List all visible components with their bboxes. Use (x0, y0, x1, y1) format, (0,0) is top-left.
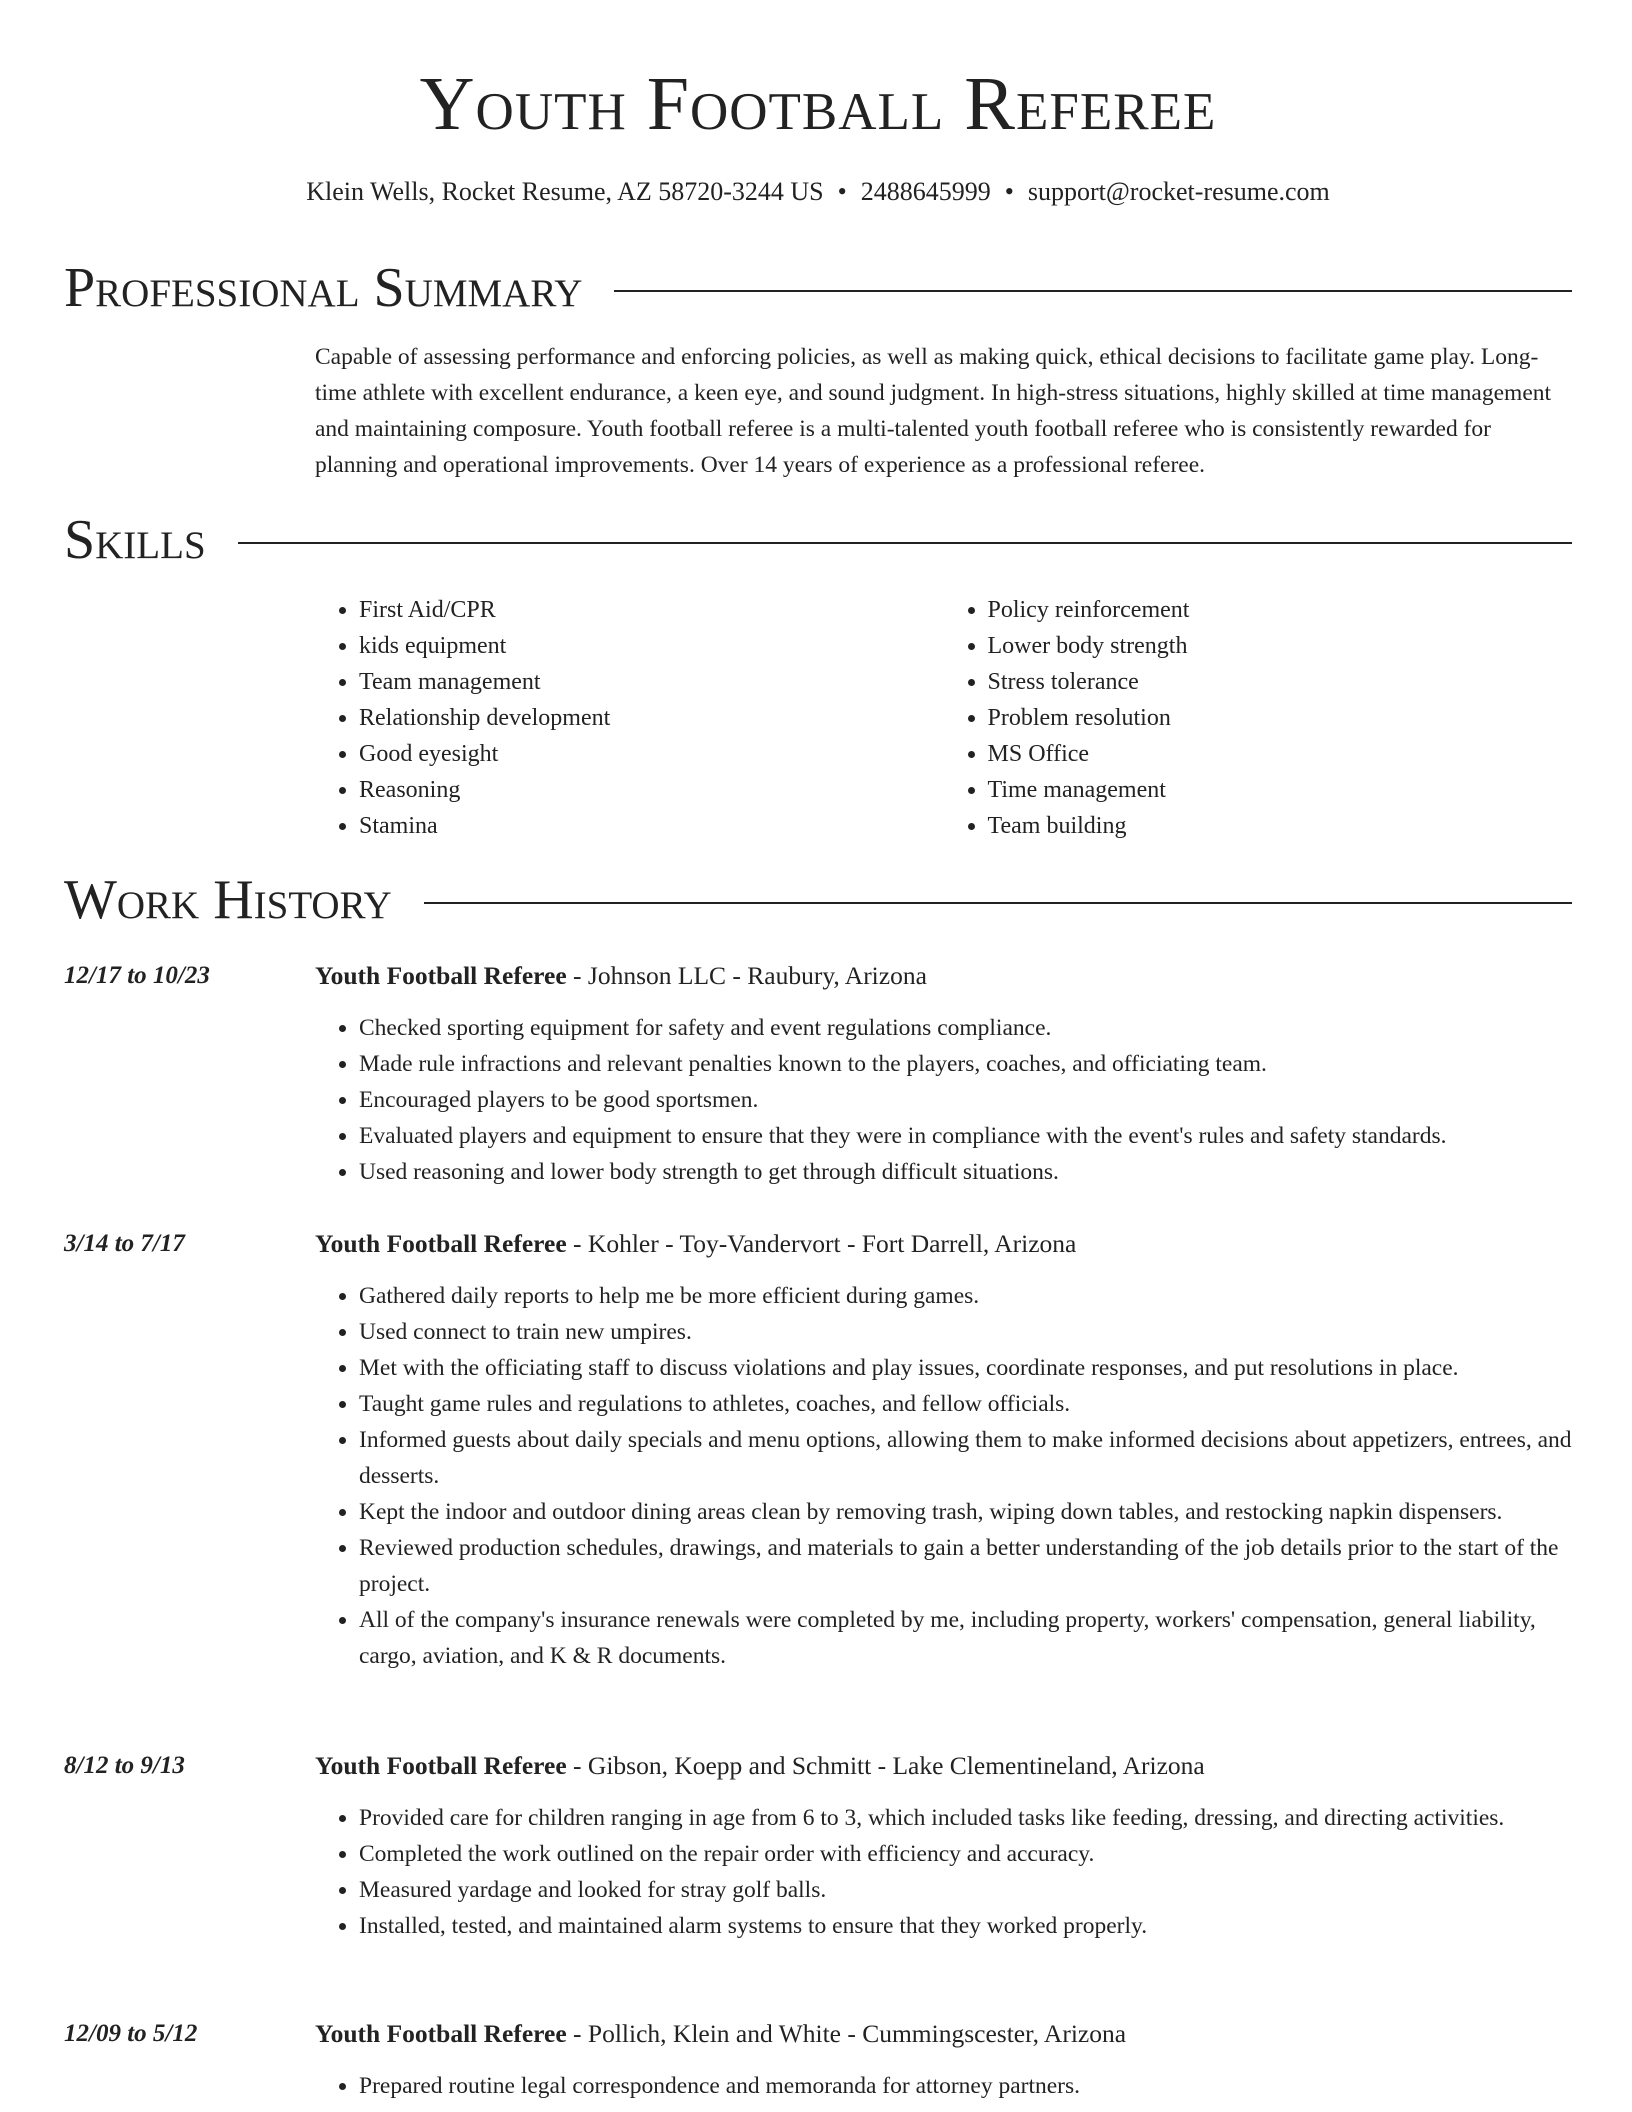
job-title: Youth Football Referee (315, 1229, 567, 1258)
skill-item: • Team building (988, 808, 1573, 844)
job-title-line (315, 1748, 1205, 1784)
section-divider (238, 542, 1572, 544)
job-bullet: • Used reasoning and lower body strength to get through difficult situations. (359, 1154, 1572, 1190)
job-dates: 12/17 to 10/23 (64, 962, 210, 989)
job-bullet: • Checked sporting equipment for safety and event regulations compliance. (359, 1010, 1572, 1046)
job-employer: - Kohler - Toy-Vandervort - Fort Darrell, Arizona (566, 1229, 1077, 1258)
skill-item: • Reasoning (359, 772, 944, 808)
skills-column-right (944, 592, 1573, 844)
job-bullet: • Completed the work outlined on the repair order with efficiency and accuracy. (359, 1836, 1572, 1872)
job-bullet: • Evaluated players and equipment to ensure that they were in compliance with the event's rules and safety standards. (359, 1118, 1572, 1154)
job-bullet: • Used connect to train new umpires. (359, 1314, 1572, 1350)
contact-address: Klein Wells, Rocket Resume, AZ 58720-3244 US (306, 177, 824, 206)
skill-item: • Lower body strength (988, 628, 1573, 664)
skill-item: • Relationship development (359, 700, 944, 736)
section-title: Skills (64, 509, 206, 571)
section-title: Professional Summary (64, 257, 583, 319)
job-title-line (315, 1226, 1076, 1262)
job-bullet: • Encouraged players to be good sportsmen. (359, 1082, 1572, 1118)
section-title: Work History (64, 869, 392, 931)
job-bullet: • Kept the indoor and outdoor dining areas clean by removing trash, wiping down tables, and restocking napkin dispensers. (359, 1494, 1572, 1530)
job-bullet: • Informed guests about daily specials and menu options, allowing them to make informed decisions about appetizers, entrees, and desserts. (359, 1422, 1572, 1494)
skill-item: • Stress tolerance (988, 664, 1573, 700)
skill-item: • Time management (988, 772, 1573, 808)
job-bullets (315, 1010, 1572, 1190)
skill-item: • Good eyesight (359, 736, 944, 772)
job-employer: - Johnson LLC - Raubury, Arizona (566, 961, 927, 990)
section-divider (614, 290, 1572, 292)
job-bullet: • Installed, tested, and maintained alarm systems to ensure that they worked properly. (359, 1908, 1572, 1944)
job-employer: - Pollich, Klein and White - Cummingscester, Arizona (566, 2019, 1127, 2048)
skills-column-left (315, 592, 944, 844)
job-title: Youth Football Referee (315, 1751, 567, 1780)
skill-item: • Team management (359, 664, 944, 700)
contact-separator: • (837, 177, 847, 206)
job-dates: 3/14 to 7/17 (64, 1230, 185, 1257)
contact-phone: 2488645999 (860, 177, 991, 206)
job-bullet: • Met with the officiating staff to discuss violations and play issues, coordinate responses, and put resolutions in place. (359, 1350, 1572, 1386)
skill-item: • Stamina (359, 808, 944, 844)
skill-item: • Policy reinforcement (988, 592, 1573, 628)
job-employer: - Gibson, Koepp and Schmitt - Lake Clementineland, Arizona (566, 1751, 1205, 1780)
job-bullet: • Gathered daily reports to help me be more efficient during games. (359, 1278, 1572, 1314)
job-dates: 12/09 to 5/12 (64, 2020, 198, 2047)
job-bullet: • Reviewed production schedules, drawings, and materials to gain a better understanding of the job details prior to the start of the project. (359, 1530, 1572, 1602)
skill-item: • kids equipment (359, 628, 944, 664)
section-divider (424, 902, 1572, 904)
contact-line (64, 174, 1572, 210)
section-work-heading (64, 868, 1572, 932)
job-dates: 8/12 to 9/13 (64, 1752, 185, 1779)
contact-separator: • (1004, 177, 1014, 206)
job-bullet: • Taught game rules and regulations to athletes, coaches, and fellow officials. (359, 1386, 1572, 1422)
skill-item: • Problem resolution (988, 700, 1573, 736)
job-bullet: • Made rule infractions and relevant penalties known to the players, coaches, and officiating team. (359, 1046, 1572, 1082)
job-bullet: • Provided care for children ranging in age from 6 to 3, which included tasks like feeding, dressing, and directing activities. (359, 1800, 1572, 1836)
skill-item: • First Aid/CPR (359, 592, 944, 628)
job-bullet: • All of the company's insurance renewals were completed by me, including property, workers' compensation, general liability, cargo, aviation, and K & R documents. (359, 1602, 1572, 1674)
contact-email: support@rocket-resume.com (1027, 177, 1330, 206)
job-bullet: • Measured yardage and looked for stray golf balls. (359, 1872, 1572, 1908)
summary-text: Capable of assessing performance and enforcing policies, as well as making quick, ethical decisions to facilitate game play. Long-time athlete with excellent endurance, a keen eye, and sound judgment. In high-stress situations, highly skilled at time management and maintaining composure. Youth football referee is a multi-talented youth football referee who is consistently rewarded for planning and operational improvements. Over 14 years of experience as a professional referee. (315, 344, 1552, 478)
section-summary-heading (64, 256, 1572, 320)
job-title-line (315, 958, 927, 994)
job-bullets (315, 2068, 1572, 2104)
job-title: Youth Football Referee (315, 2019, 567, 2048)
skills-list (315, 592, 1572, 844)
job-bullets (315, 1278, 1572, 1674)
job-bullets (315, 1800, 1572, 1944)
skill-item: • MS Office (988, 736, 1573, 772)
resume-name: Youth Football Referee (419, 62, 1217, 146)
section-skills-heading (64, 508, 1572, 572)
job-bullet: • Prepared routine legal correspondence and memoranda for attorney partners. (359, 2068, 1572, 2104)
job-title: Youth Football Referee (315, 961, 567, 990)
job-title-line (315, 2016, 1126, 2052)
